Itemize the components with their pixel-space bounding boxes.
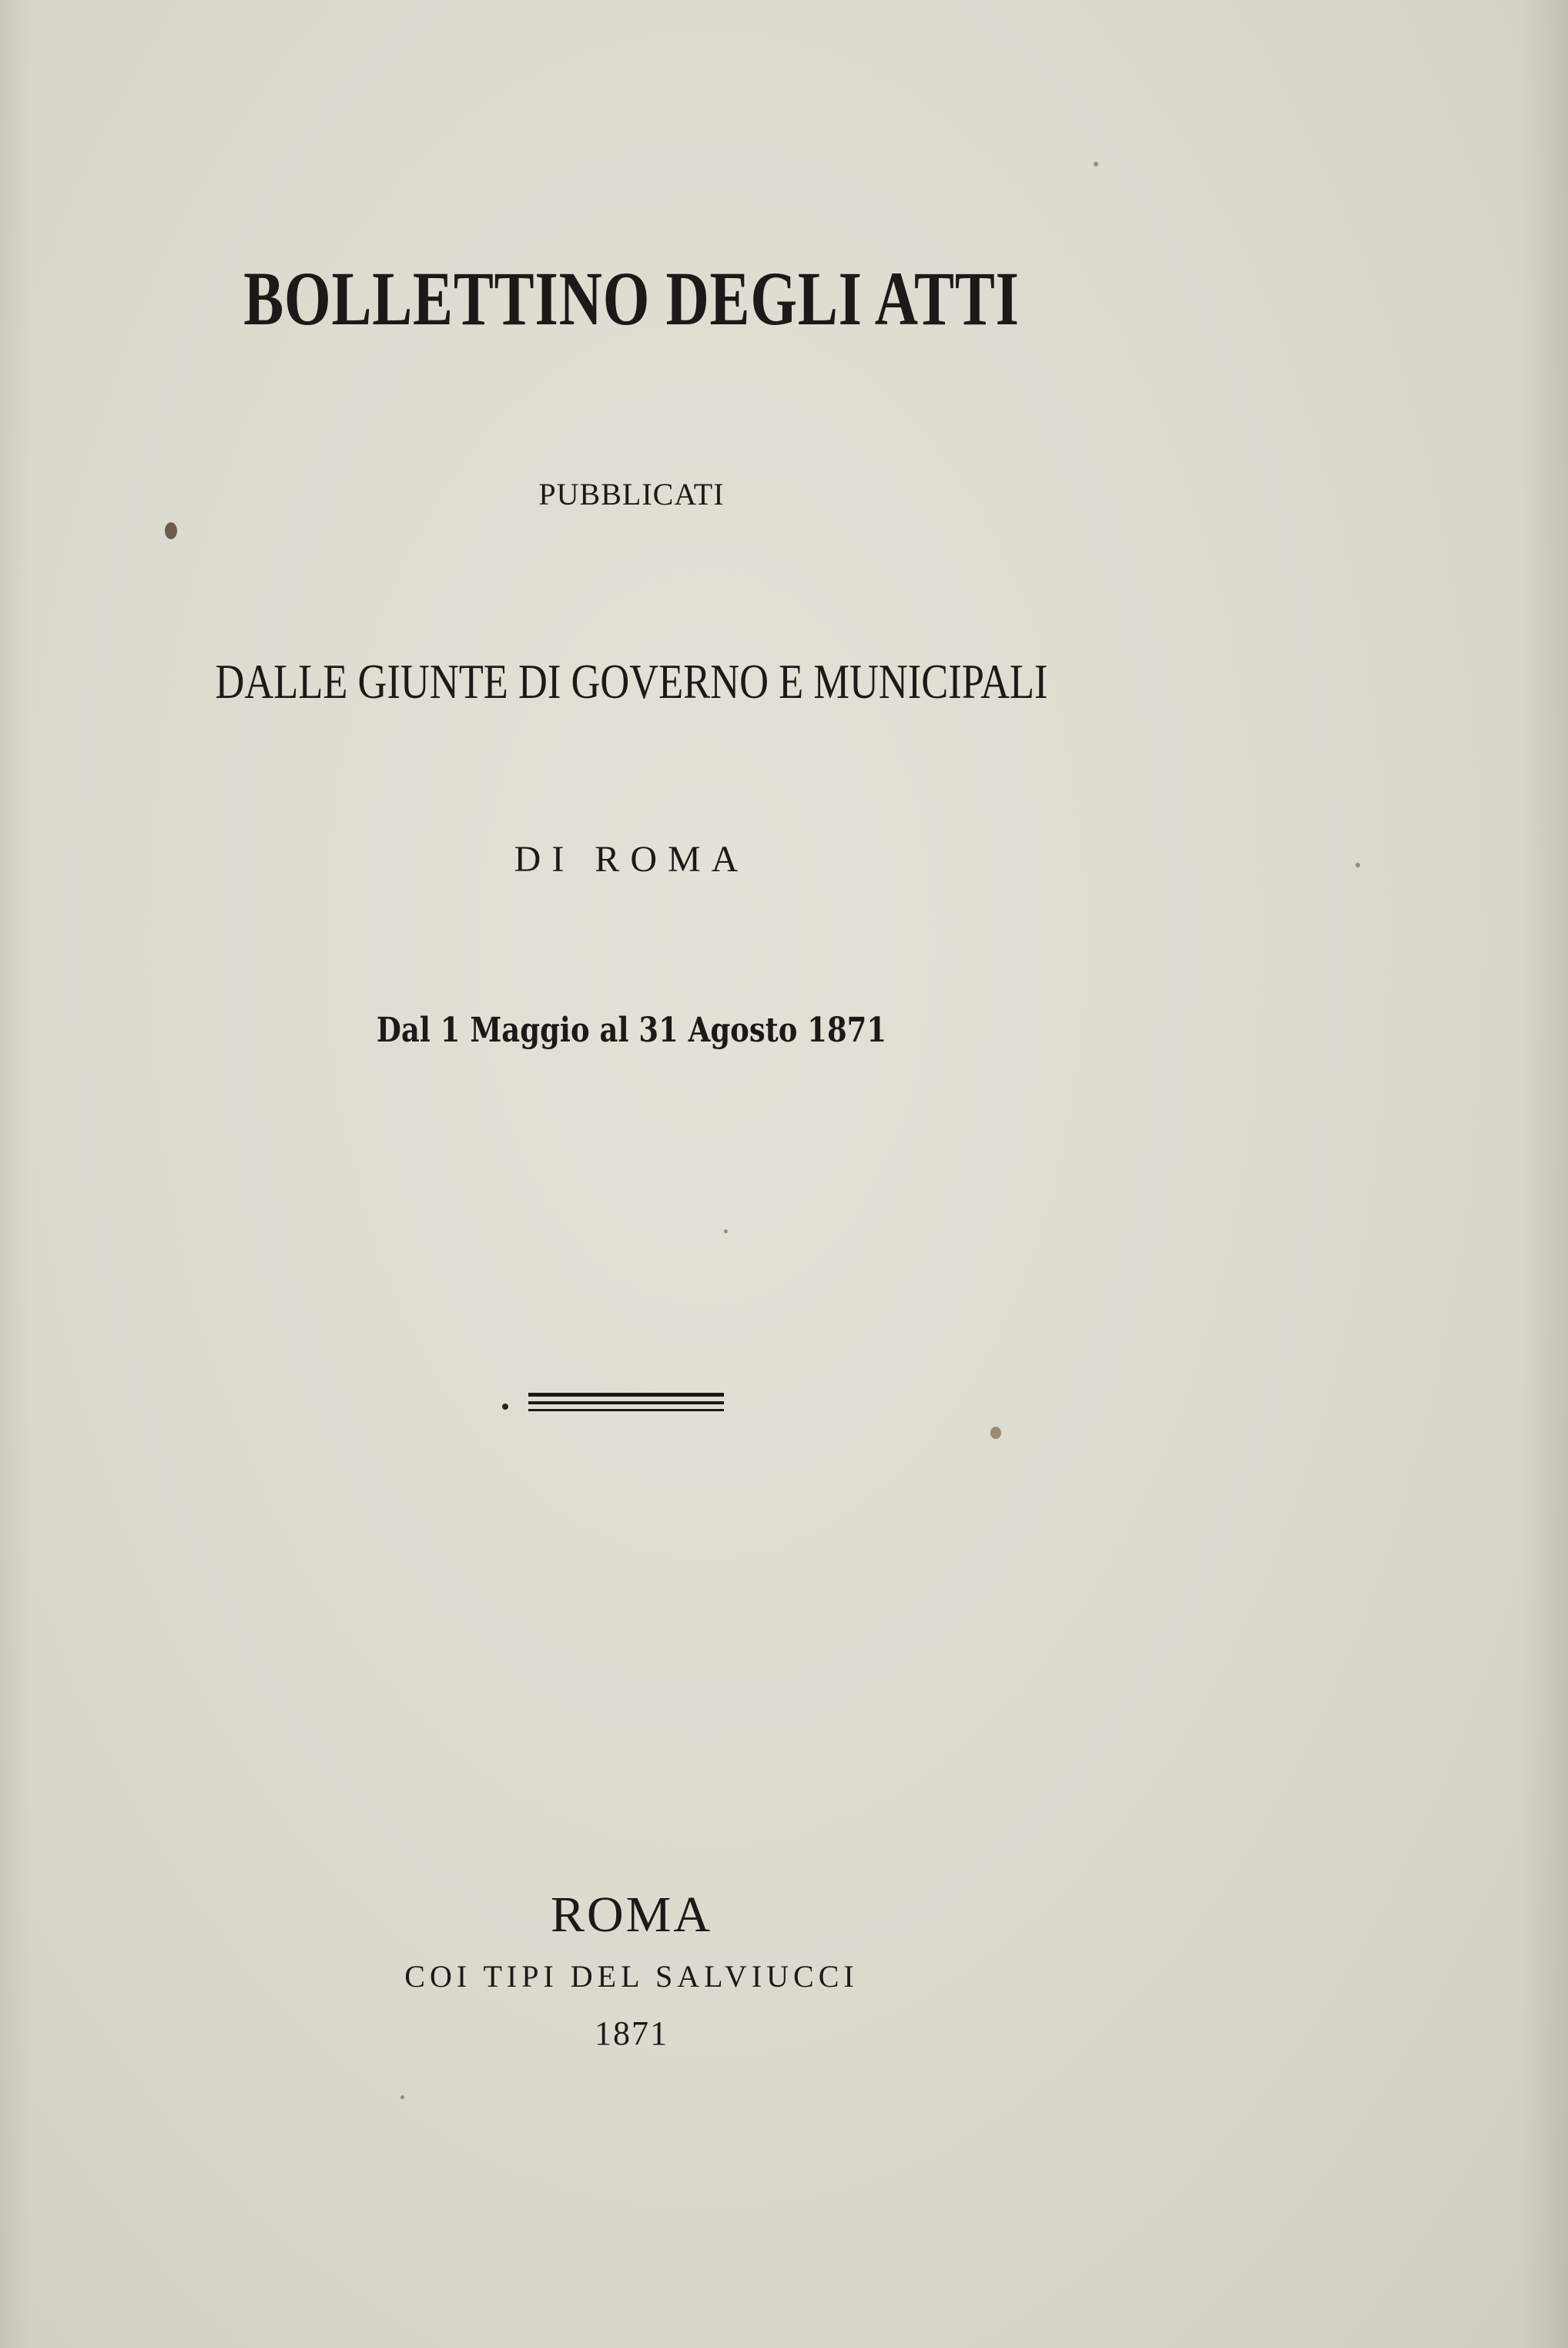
paper-stain [400, 2095, 404, 2099]
document-title: BOLLETTINO DEGLI ATTI [243, 256, 1020, 341]
rule-line-middle [528, 1401, 724, 1404]
rule-line-bottom [528, 1409, 724, 1411]
rule-line-top [528, 1393, 724, 1397]
paper-stain [990, 1427, 1001, 1439]
imprint-place: ROMA [550, 1887, 713, 1943]
page-left-shadow [0, 0, 31, 2348]
issuer-line: DALLE GIUNTE DI GOVERNO E MUNICIPALI [215, 654, 1048, 709]
paper-stain [724, 1229, 728, 1233]
paper-stain [1094, 162, 1098, 166]
page-edge-shadow [1522, 0, 1568, 2348]
ornament-dot [502, 1404, 508, 1410]
published-label: PUBBLICATI [538, 477, 725, 512]
paper-stain [1355, 863, 1360, 867]
city-line: DI ROMA [514, 839, 749, 880]
imprint-year: 1871 [595, 2014, 668, 2052]
paper-stain [165, 522, 177, 539]
imprint-printer: COI TIPI DEL SALVIUCCI [404, 1959, 859, 1994]
period-line: Dal 1 Maggio al 31 Agosto 1871 [376, 1011, 887, 1050]
